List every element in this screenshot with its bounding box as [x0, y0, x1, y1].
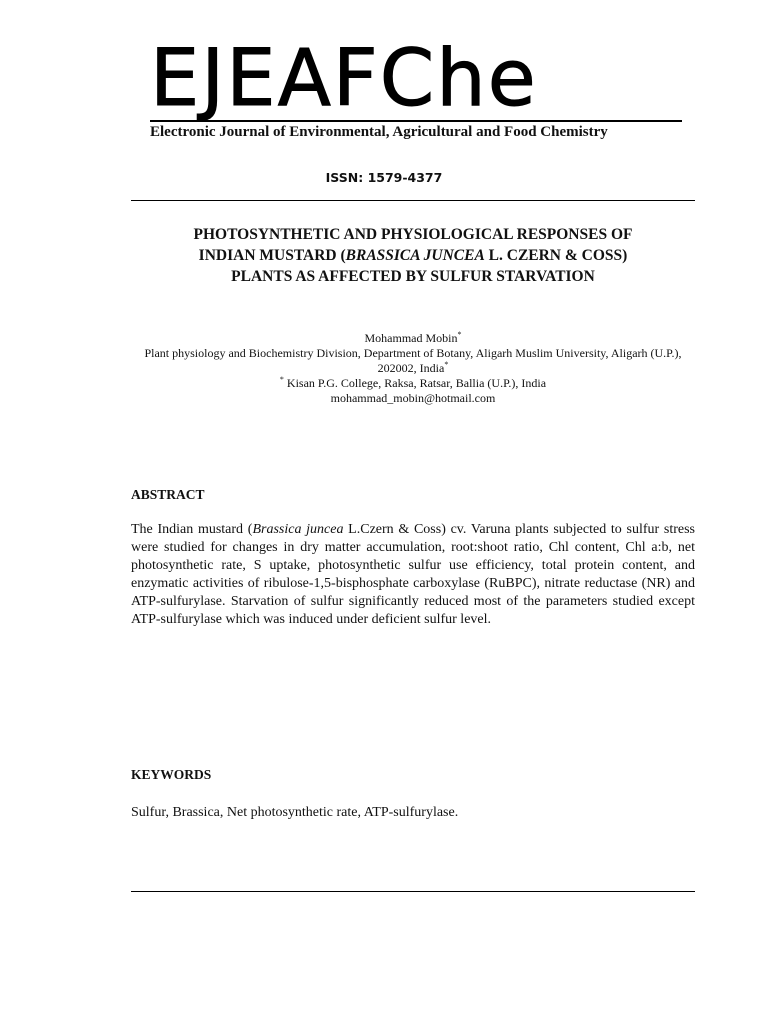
title-line-1: PHOTOSYNTHETIC AND PHYSIOLOGICAL RESPONSES OF — [193, 226, 633, 243]
title-line-2-end: L. CZERN & COSS) — [484, 247, 628, 264]
title-species: BRASSICA JUNCEA — [345, 247, 485, 264]
title-line-2 — [131, 245, 695, 266]
abstract-species: Brassica juncea — [252, 522, 344, 537]
top-divider — [131, 200, 695, 201]
masthead-rule — [150, 120, 682, 122]
affiliation-1 — [131, 346, 695, 376]
journal-full-name: Electronic Journal of Environmental, Agricultural and Food Chemistry — [150, 124, 608, 140]
journal-logo: EJEAFChe — [150, 34, 538, 124]
bottom-divider — [131, 891, 695, 892]
abstract-text — [131, 521, 695, 629]
affiliation-2 — [131, 376, 695, 391]
abstract-text-rest: L.Czern & Coss) cv. Varuna plants subjected to sulfur stress were studied for changes in dry matter accumulation, root:shoot ratio, Chl content, Chl a:b, net photosynthetic rate, S uptake, photosynthetic sulfur use efficiency, total protein content, and enzymatic activities of ribulose-1,5-bisphosphate carboxylase (RuBPC), nitrate reductase (NR) and ATP-sulfurylase. Starvation of sulfur significantly reduced most of the parameters studied except ATP-sulfurylase which was induced under deficient sulfur level. — [131, 522, 695, 627]
author-name: Mohammad Mobin — [364, 331, 458, 345]
paper-title — [131, 224, 695, 287]
abstract-heading: ABSTRACT — [131, 487, 205, 502]
abstract-text-start: The Indian mustard ( — [131, 522, 253, 537]
affiliation-1-text: Plant physiology and Biochemistry Division, Department of Botany, Aligarh Muslim University, Aligarh (U.P.), 202002, India — [144, 346, 682, 375]
author-email[interactable]: mohammad_mobin@hotmail.com — [330, 391, 496, 405]
keywords-text: Sulfur, Brassica, Net photosynthetic rate, ATP-sulfurylase. — [131, 805, 459, 820]
affiliation-2-text: Kisan P.G. College, Raksa, Ratsar, Ballia (U.P.), India — [283, 376, 547, 390]
author-name-line — [131, 331, 695, 346]
affiliation-1-mark: * — [444, 360, 449, 369]
keywords-heading: KEYWORDS — [131, 767, 212, 782]
author-mark: * — [457, 330, 462, 339]
author-block — [131, 331, 695, 406]
title-line-2-start: INDIAN MUSTARD ( — [198, 247, 346, 264]
affiliation-2-mark: * — [279, 375, 284, 384]
issn: ISSN: 1579-4377 — [325, 170, 443, 185]
title-line-3: PLANTS AS AFFECTED BY SULFUR STARVATION — [231, 268, 595, 285]
